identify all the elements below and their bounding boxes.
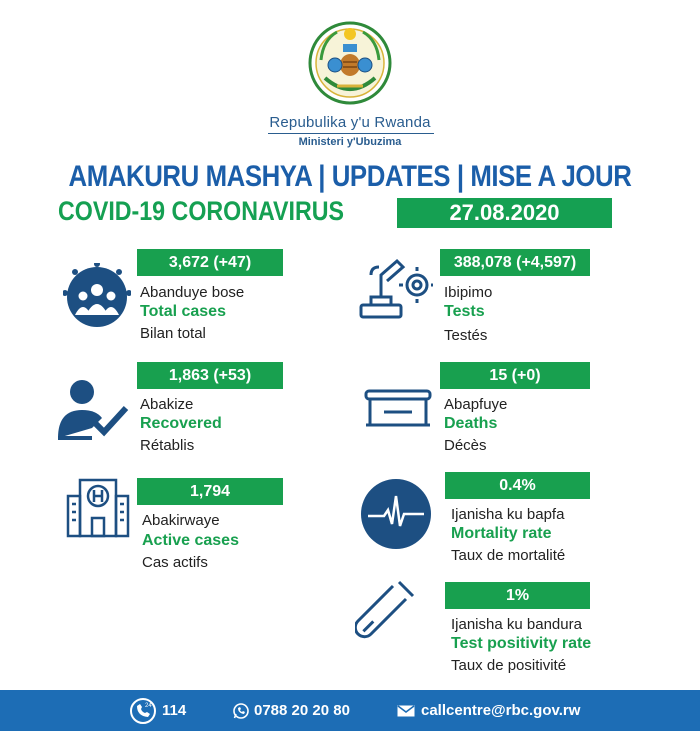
- deaths-value: 15 (+0): [440, 362, 590, 389]
- deaths-label-fr: Décès: [444, 437, 487, 454]
- headline: AMAKURU MASHYA | UPDATES | MISE A JOUR: [68, 160, 632, 193]
- email-address[interactable]: callcentre@rbc.gov.rw: [421, 702, 581, 719]
- deaths-label-rw: Abapfuye: [444, 396, 508, 413]
- hotline-number[interactable]: 114: [162, 702, 187, 719]
- mortality-value: 0.4%: [445, 472, 590, 499]
- total-cases-value: 3,672 (+47): [137, 249, 283, 276]
- hotline-badge: 24: [145, 703, 152, 709]
- phone-24-icon: [130, 698, 156, 724]
- rwanda-emblem-icon: [307, 20, 393, 110]
- person-check-icon: [56, 378, 130, 440]
- total-cases-label-rw: Abanduye bose: [140, 284, 245, 301]
- whatsapp-number[interactable]: 0788 20 20 80: [254, 702, 350, 719]
- mortality-label-en: Mortality rate: [451, 525, 552, 542]
- tests-value: 388,078 (+4,597): [440, 249, 590, 276]
- total-cases-label-fr: Bilan total: [140, 325, 206, 342]
- coffin-icon: [362, 385, 434, 431]
- recovered-value: 1,863 (+53): [137, 362, 283, 389]
- recovered-label-rw: Abakize: [140, 396, 194, 413]
- positivity-label-rw: Ijanisha ku bandura: [451, 616, 582, 633]
- date-badge: 27.08.2020: [397, 198, 612, 228]
- active-cases-label-rw: Abakirwaye: [142, 512, 220, 529]
- active-cases-label-en: Active cases: [142, 532, 239, 549]
- mortality-label-fr: Taux de mortalité: [451, 547, 566, 564]
- ministry-name: Ministeri y'Ubuzima: [298, 136, 402, 148]
- tests-label-rw: Ibipimo: [444, 284, 493, 301]
- email-icon: [397, 705, 415, 717]
- deaths-label-en: Deaths: [444, 415, 498, 432]
- microscope-icon: [357, 255, 433, 325]
- whatsapp-icon: [233, 703, 249, 719]
- positivity-label-fr: Taux de positivité: [451, 657, 567, 674]
- footer-bar: [0, 690, 700, 731]
- positivity-value: 1%: [445, 582, 590, 609]
- recovered-label-en: Recovered: [140, 415, 222, 432]
- heartbeat-icon: [360, 478, 432, 550]
- people-virus-icon: [63, 263, 131, 331]
- country-name: Repubulika y'u Rwanda: [269, 114, 431, 131]
- tests-label-fr: Testés: [444, 327, 488, 344]
- active-cases-value: 1,794: [137, 478, 283, 505]
- mortality-label-rw: Ijanisha ku bapfa: [451, 506, 565, 523]
- tests-label-en: Tests: [444, 303, 485, 320]
- active-cases-label-fr: Cas actifs: [142, 554, 208, 571]
- subtitle: COVID-19 CORONAVIRUS: [58, 196, 344, 226]
- total-cases-label-en: Total cases: [140, 303, 226, 320]
- divider: [268, 133, 434, 134]
- test-tube-icon: [355, 578, 417, 650]
- positivity-label-en: Test positivity rate: [451, 635, 592, 652]
- hospital-icon: [64, 476, 132, 538]
- recovered-label-fr: Rétablis: [140, 437, 195, 454]
